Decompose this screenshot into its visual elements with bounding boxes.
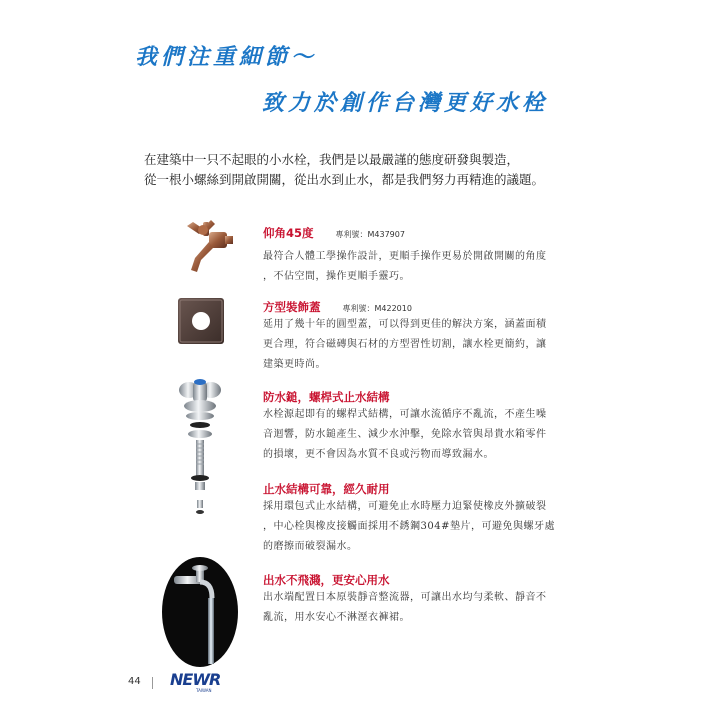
feature-title-text: 仰角45度 [263, 226, 314, 240]
feature-line: 出水端配置日本原裝靜音整流器，可讓出水均勻柔軟、靜音不 [263, 592, 547, 603]
feature-title [263, 222, 577, 241]
intro-paragraph [144, 150, 544, 190]
feature-body [263, 497, 577, 557]
feature-title-text: 出水不飛濺，更安心用水 [263, 573, 390, 587]
intro-line: 在建築中一只不起眼的小水栓，我們是以最嚴謹的態度研發與製造， [144, 152, 520, 167]
feature-line: 的損壞，更不會因為水質不良或污物而導致漏水。 [263, 449, 494, 460]
feature-body [263, 405, 577, 465]
square-cover-image [176, 296, 226, 346]
feature-title [263, 296, 577, 315]
brand-logo: NEWR [170, 670, 221, 689]
feature-section [263, 222, 577, 287]
feature-title-text: 方型裝飾蓋 [263, 300, 321, 314]
page-number: 44 [128, 676, 141, 687]
feature-line: ，中心栓與橡皮接觸面採用不銹鋼304#墊片，可避免與螺牙處 [263, 521, 555, 532]
feature-line: 最符合人體工學操作設計，更順手操作更易於開啟開關的角度 [263, 251, 547, 262]
feature-title-text: 防水鎚，螺桿式止水結構 [263, 390, 390, 404]
feature-line: 音迴響，防水鎚產生、減少水沖擊，免除水管與昂貴水箱零件 [263, 429, 547, 440]
headline-line-2: 致力於創作台灣更好水栓 [262, 91, 549, 116]
feature-section [263, 296, 577, 375]
feature-body [263, 315, 577, 375]
feature-line: 亂流，用水安心不淋溼衣褲裙。 [263, 612, 410, 623]
feature-line: 水栓源起即有的螺桿式結構，可讓水流循序不亂流，不產生噪 [263, 409, 547, 420]
footer-divider [152, 677, 153, 689]
brand-logo-sub: TAIWAN [196, 688, 212, 693]
feature-body [263, 588, 577, 628]
feature-section [263, 572, 577, 628]
feature-line: ，不佔空間，操作更順手靈巧。 [263, 271, 410, 282]
feature-title-text: 止水結構可靠，經久耐用 [263, 482, 390, 496]
flowing-faucet-image [160, 556, 240, 668]
feature-line: 更合理，符合磁磚與石材的方型習性切割，讓水栓更簡約，讓 [263, 339, 547, 350]
feature-body [263, 247, 577, 287]
feature-line: 採用環包式止水結構，可避免止水時壓力迫緊使橡皮外擴破裂 [263, 501, 547, 512]
exploded-valve-image [165, 378, 235, 518]
feature-section [263, 481, 577, 557]
feature-section [263, 389, 577, 465]
feature-line: 建築更時尚。 [263, 359, 326, 370]
bronze-faucet-image [165, 218, 235, 278]
feature-line: 延用了幾十年的圓型蓋，可以得到更佳的解決方案，涵蓋面積 [263, 319, 547, 330]
feature-line: 的磨擦而破裂漏水。 [263, 541, 358, 552]
intro-line: 從一根小螺絲到開啟開關，從出水到止水，都是我們努力再精進的議題。 [144, 172, 545, 187]
patent-number: 專利號：M437907 [335, 230, 405, 239]
patent-number: 專利號：M422010 [342, 304, 412, 313]
headline-line-1: 我們注重細節～ [135, 45, 318, 70]
